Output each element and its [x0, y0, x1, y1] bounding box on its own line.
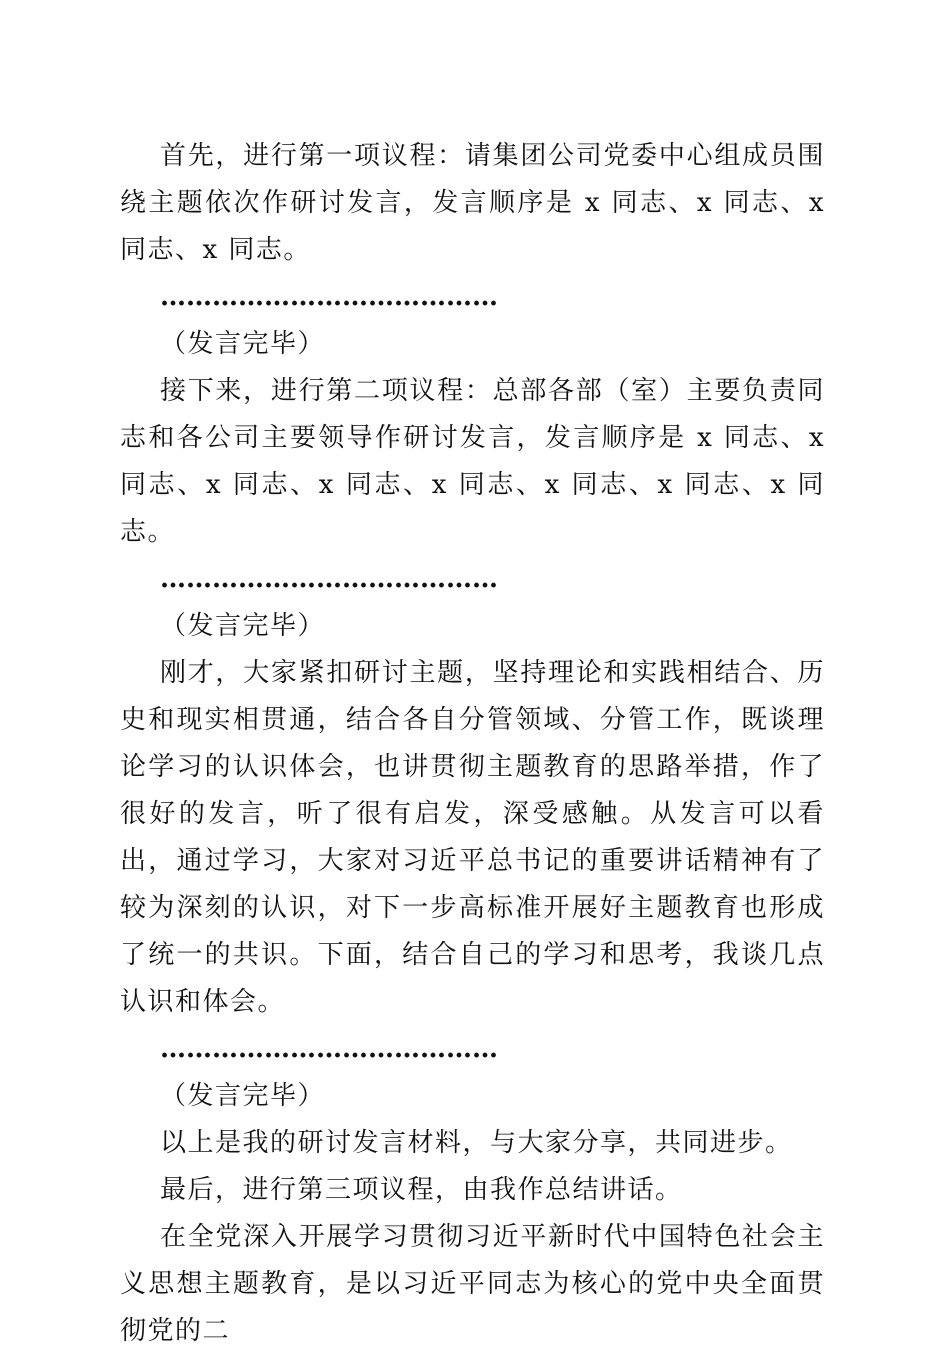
paragraph-agenda-two: 接下来，进行第二项议程：总部各部（室）主要负责同志和各公司主要领导作研讨发言，发言顺序是 x 同志、x 同志、x 同志、x 同志、x 同志、x 同志、x 同志、x 同志。 — [120, 376, 825, 547]
ellipsis-separator: ………………………………… — [160, 282, 498, 312]
ellipsis-separator: ………………………………… — [160, 1034, 498, 1064]
paragraph-summary: 刚才，大家紧扣研讨主题，坚持理论和实践相结合、历史和现实相贯通，结合各自分管领域、分管工作，既谈理论学习的认识体会，也讲贯彻主题教育的思路举措，作了很好的发言，听了很有启发，深受感触。从发言可以看出，通过学习，大家对习近平总书记的重要讲话精神有了较为深刻的认识，对下一步高标准开展好主题教育也形成了统一的共识。下面，结合自己的学习和思考，我谈几点认识和体会。 — [120, 658, 825, 1017]
document-body — [120, 133, 825, 1355]
speech-finished-note: （发言完毕） — [160, 1081, 326, 1111]
speech-finished-note: （发言完毕） — [160, 611, 326, 641]
ellipsis-separator: ………………………………… — [160, 564, 498, 594]
paragraph-agenda-one: 首先，进行第一项议程：请集团公司党委中心组成员围绕主题依次作研讨发言，发言顺序是 x 同志、x 同志、x 同志、x 同志。 — [120, 141, 825, 265]
paragraph-agenda-three: 最后，进行第三项议程，由我作总结讲话。 — [160, 1175, 683, 1205]
speech-finished-note: （发言完毕） — [160, 329, 326, 359]
paragraph-closing-remark: 以上是我的研讨发言材料，与大家分享，共同进步。 — [160, 1128, 793, 1158]
paragraph-conclusion-start: 在全党深入开展学习贯彻习近平新时代中国特色社会主义思想主题教育，是以习近平同志为核心的党中央全面贯彻党的二 — [120, 1222, 825, 1346]
